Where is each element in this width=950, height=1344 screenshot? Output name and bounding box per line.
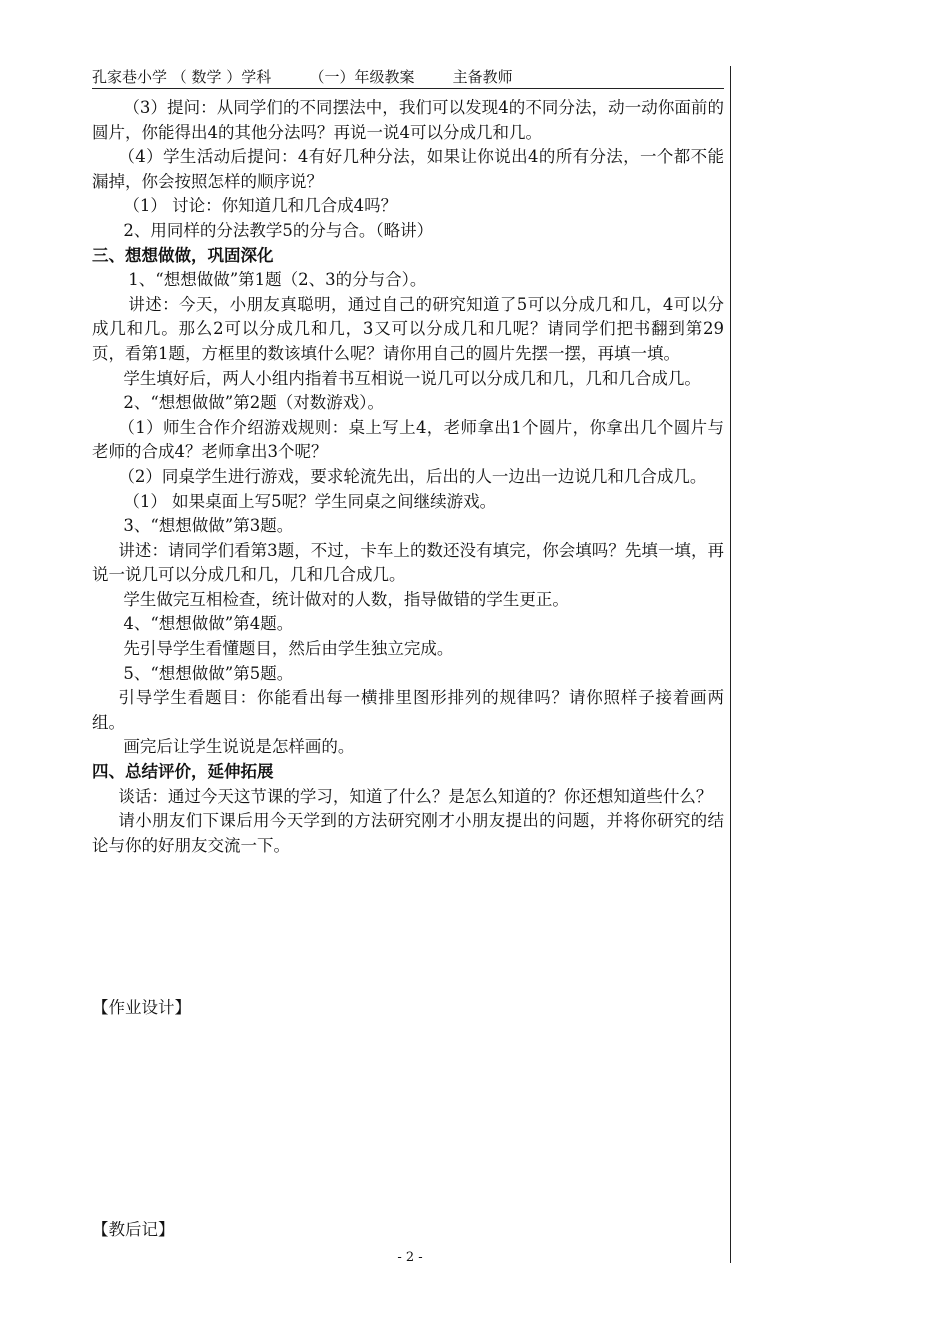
paragraph: 学生做完互相检查，统计做对的人数，指导做错的学生更正。 bbox=[123, 589, 569, 609]
paragraph: （4）学生活动后提问：4有好几种分法，如果让你说出4的所有分法，一个都不能漏掉，你会按照怎样的顺序说？ bbox=[92, 147, 724, 191]
teaching-reflection-label: 【教后记】 bbox=[92, 1220, 175, 1239]
paragraph: （1）师生合作介绍游戏规则：桌上写上4，老师拿出1个圆片，你拿出几个圆片与老师的合成4？老师拿出3个呢？ bbox=[92, 417, 724, 462]
paragraph: 3、“想想做做”第3题。 bbox=[123, 516, 294, 536]
page-number: - 2 - bbox=[397, 1250, 423, 1265]
lesson-content bbox=[92, 96, 724, 858]
page-header: 孔家巷小学 （ 数学 ）学科 （一）年级教案 主备教师 bbox=[92, 66, 724, 89]
paragraph: （1） 讨论：你知道几和几合成4吗？ bbox=[123, 196, 398, 216]
paragraph: 引导学生看题目：你能看出每一横排里图形排列的规律吗？请你照样子接着画两组。 bbox=[92, 688, 724, 732]
paragraph: 4、“想想做做”第4题。 bbox=[123, 614, 294, 634]
paragraph: 先引导学生看懂题目，然后由学生独立完成。 bbox=[123, 639, 454, 659]
margin-rule bbox=[730, 66, 731, 1263]
section-heading: 三、想想做做，巩固深化 bbox=[92, 245, 274, 265]
paragraph: （3）提问：从同学们的不同摆法中，我们可以发现4的不同分法，动一动你面前的圆片，你能得出4的其他分法吗？再说一说4可以分成几和几。 bbox=[92, 98, 724, 142]
paragraph: 讲述：今天，小朋友真聪明，通过自己的研究知道了5可以分成几和几，4可以分成几和几。那么2可以分成几和几，3又可以分成几和几呢？请同学们把书翻到第29页，看第1题，方框里的数该填什么呢？请你用自己的圆片先摆一摆，再填一填。 bbox=[92, 294, 724, 363]
paragraph: 请小朋友们下课后用今天学到的方法研究刚才小朋友提出的问题，并将你研究的结论与你的好朋友交流一下。 bbox=[92, 811, 724, 855]
paragraph: 2、用同样的分法教学5的分与合。（略讲） bbox=[123, 220, 434, 240]
paragraph: 1、“想想做做”第1题（2、3的分与合）。 bbox=[128, 270, 427, 290]
paragraph: 画完后让学生说说是怎样画的。 bbox=[123, 737, 355, 757]
paragraph: （2）同桌学生进行游戏，要求轮流先出，后出的人一边出一边说几和几合成几。 bbox=[118, 466, 707, 486]
paragraph: 讲述：请同学们看第3题，不过，卡车上的数还没有填完，你会填吗？先填一填，再说一说几可以分成几和几，几和几合成几。 bbox=[92, 540, 724, 585]
paragraph: 谈话：通过今天这节课的学习，知道了什么？是怎么知道的？你还想知道些什么？ bbox=[118, 786, 713, 806]
section-heading: 四、总结评价，延伸拓展 bbox=[92, 762, 274, 782]
paragraph: 学生填好后，两人小组内指着书互相说一说几可以分成几和几，几和几合成几。 bbox=[123, 368, 701, 388]
paragraph: 2、“想想做做”第2题（对数游戏）。 bbox=[123, 393, 384, 413]
paragraph: （1） 如果桌面上写5呢？学生同桌之间继续游戏。 bbox=[123, 491, 497, 511]
paragraph: 5、“想想做做”第5题。 bbox=[123, 663, 294, 683]
homework-design-label: 【作业设计】 bbox=[92, 998, 191, 1017]
